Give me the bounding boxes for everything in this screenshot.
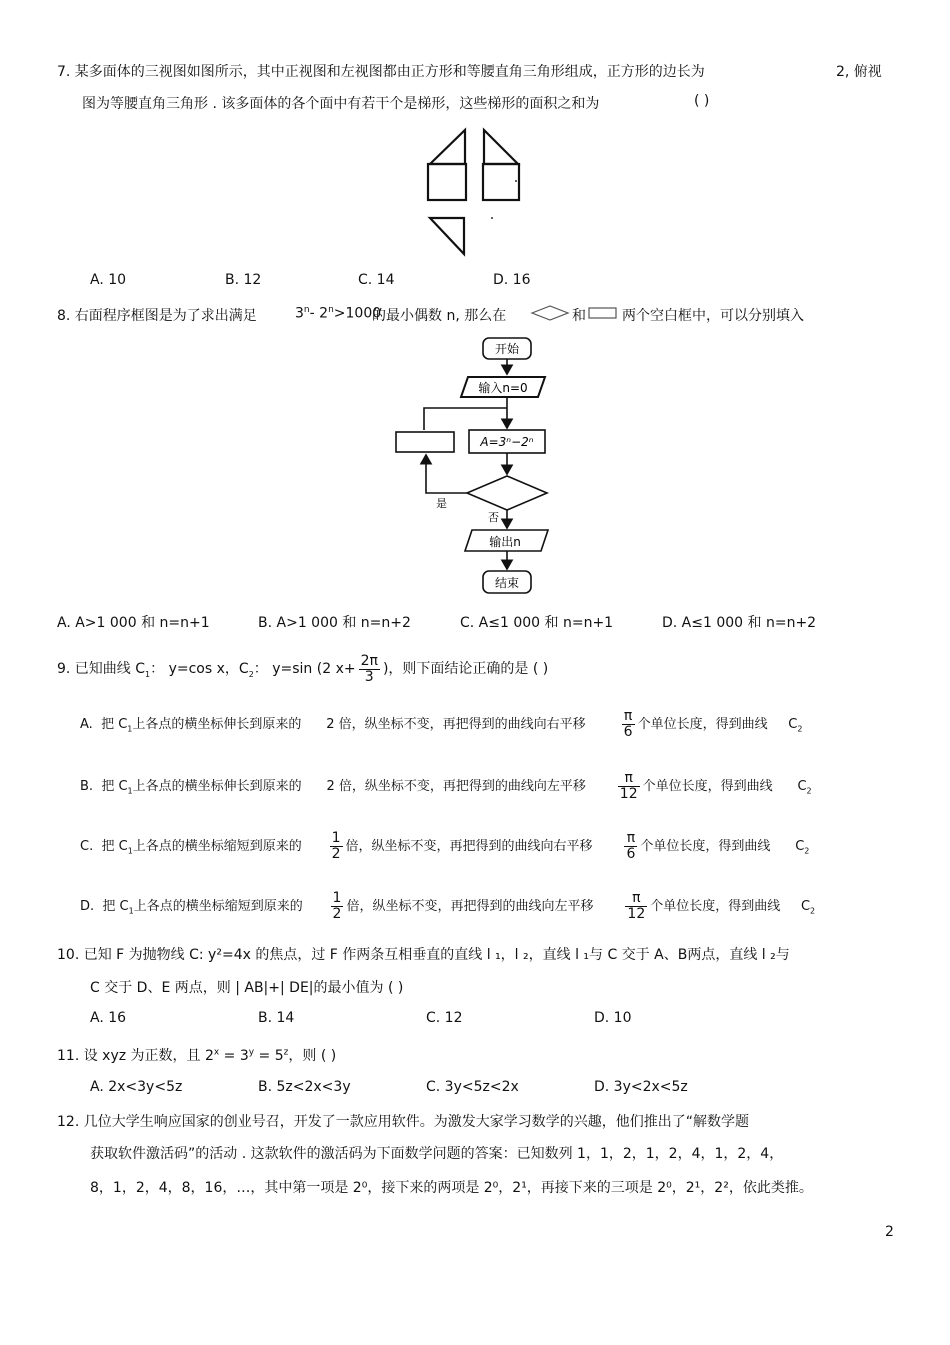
q12-line3: 8，1，2，4，8，16，…，其中第一项是 2⁰，接下来的两项是 2⁰，2¹，再接下来的三项是 2⁰，2¹，2²，依此类推。 xyxy=(90,1180,813,1196)
q11-option-d: D. 3y<2x<5z xyxy=(594,1079,688,1095)
q10-option-b: B. 14 xyxy=(258,1010,295,1026)
q8-option-c: C. A≤1 000 和 n=n+1 xyxy=(460,615,614,631)
q9-option-c: C. 把 $C_1$上各点的横坐标缩短到原来的 $\frac{1}{2}$ 倍，纵坐标不变，再把得到的曲线向右平移 $\frac{\pi}{6}$ 个单位长度，得到曲线 $C_2$ xyxy=(80,830,810,862)
flow-input-text: 输入n=0 xyxy=(478,381,528,395)
flow-blank-rect xyxy=(396,432,454,452)
flowchart xyxy=(390,333,560,603)
flow-end-text: 结束 xyxy=(494,576,520,590)
q7-option-d: D. 16 xyxy=(493,272,531,288)
side-view xyxy=(483,130,519,200)
q10-option-a: A. 16 xyxy=(90,1010,127,1026)
q12-line1: 12. 几位大学生响应国家的创业号召，开发了一款应用软件。为激发大家学习数学的兴趣，他们推出了“解数学题 xyxy=(57,1114,749,1130)
q9-option-b: B. 把 $C_1$上各点的横坐标伸长到原来的 2 倍，纵坐标不变，再把得到的曲线向左平移 $\frac{\pi}{12}$ 个单位长度，得到曲线 $C_2$ xyxy=(80,770,812,802)
q11-option-c: C. 3y<5z<2x xyxy=(426,1079,519,1095)
q8-and: 和 xyxy=(572,308,586,324)
q11-option-b: B. 5z<2x<3y xyxy=(258,1079,351,1095)
rectangle-blank-icon xyxy=(588,306,618,320)
q11-option-a: A. 2x<3y<5z xyxy=(90,1079,183,1095)
q7-option-a: A. 10 xyxy=(90,272,127,288)
q9-stem: 9. 已知曲线 $C_1$： y=cos x，$C_2$： y=sin (2 x+ $\frac{2\pi}{3}$ )，则下面结论正确的是 ( ) xyxy=(57,652,549,685)
front-view xyxy=(428,130,466,200)
flow-yes-label: 是 xyxy=(436,497,447,510)
q10-option-d: D. 10 xyxy=(594,1010,632,1026)
flow-blank-diamond xyxy=(467,476,547,510)
q10-option-c: C. 12 xyxy=(426,1010,463,1026)
flow-output-text: 输出n xyxy=(489,535,521,549)
q8-suffix: 两个空白框中，可以分别填入 xyxy=(622,308,804,324)
q8-condition: 3$^n$- $2^n>1000$ xyxy=(295,305,382,322)
three-view-figure xyxy=(420,122,530,264)
diamond-blank-icon xyxy=(530,304,570,322)
q8-mid: 的最小偶数 n, 那么在 xyxy=(372,308,507,324)
q7-paren: ( ) xyxy=(694,93,710,109)
q7-line1: 7. 某多面体的三视图如图所示，其中正视图和左视图都由正方形和等腰直角三角形组成，正方形的边长为 xyxy=(57,64,705,80)
q7-option-c: C. 14 xyxy=(358,272,395,288)
q9-option-d: D. 把 $C_1$上各点的横坐标缩短到原来的 $\frac{1}{2}$ 倍，纵坐标不变，再把得到的曲线向左平移 $\frac{\pi}{12}$ 个单位长度，得到曲线 $C_2$ xyxy=(80,890,816,922)
q8-prefix: 8. 右面程序框图是为了求出满足 xyxy=(57,308,257,324)
q10-line1: 10. 已知 F 为抛物线 C: y²=4x 的焦点，过 F 作两条互相垂直的直线 l ₁，l ₂，直线 l ₁与 C 交于 A、B两点，直线 l ₂与 xyxy=(57,947,790,963)
q8-option-d: D. A≤1 000 和 n=n+2 xyxy=(662,615,817,631)
q12-line2: 获取软件激活码”的活动 . 这款软件的激活码为下面数学问题的答案：已知数列 1，1，2，1，2，4，1，2，4， xyxy=(90,1146,784,1162)
q9-fraction: $\frac{2\pi}{3}$ xyxy=(360,652,378,685)
q9-option-a: A. 把 $C_1$上各点的横坐标伸长到原来的 2 倍，纵坐标不变，再把得到的曲线向右平移 $\frac{\pi}{6}$ 个单位长度，得到曲线 $C_2$ xyxy=(80,708,803,740)
q8-option-b: B. A>1 000 和 n=n+2 xyxy=(258,615,411,631)
flow-no-label: 否 xyxy=(488,511,499,524)
q8-option-a: A. A>1 000 和 n=n+1 xyxy=(57,615,210,631)
q7-side: 2, 俯视 xyxy=(836,64,882,80)
q7-line2: 图为等腰直角三角形 . 该多面体的各个面中有若干个是梯形，这些梯形的面积之和为 xyxy=(82,96,600,112)
page-number: 2 xyxy=(885,1224,894,1240)
q11-stem: 11. 设 xyz 为正数，且 $2^x = 3^y = 5^z$，则 ( ) xyxy=(57,1047,337,1064)
top-view xyxy=(430,218,464,254)
q10-line2: C 交于 D、E 两点，则 | AB|+| DE|的最小值为 ( ) xyxy=(90,980,404,996)
flow-assign-text: A=3ⁿ−2ⁿ xyxy=(480,435,534,449)
flow-start-text: 开始 xyxy=(494,342,520,356)
q7-option-b: B. 12 xyxy=(225,272,262,288)
